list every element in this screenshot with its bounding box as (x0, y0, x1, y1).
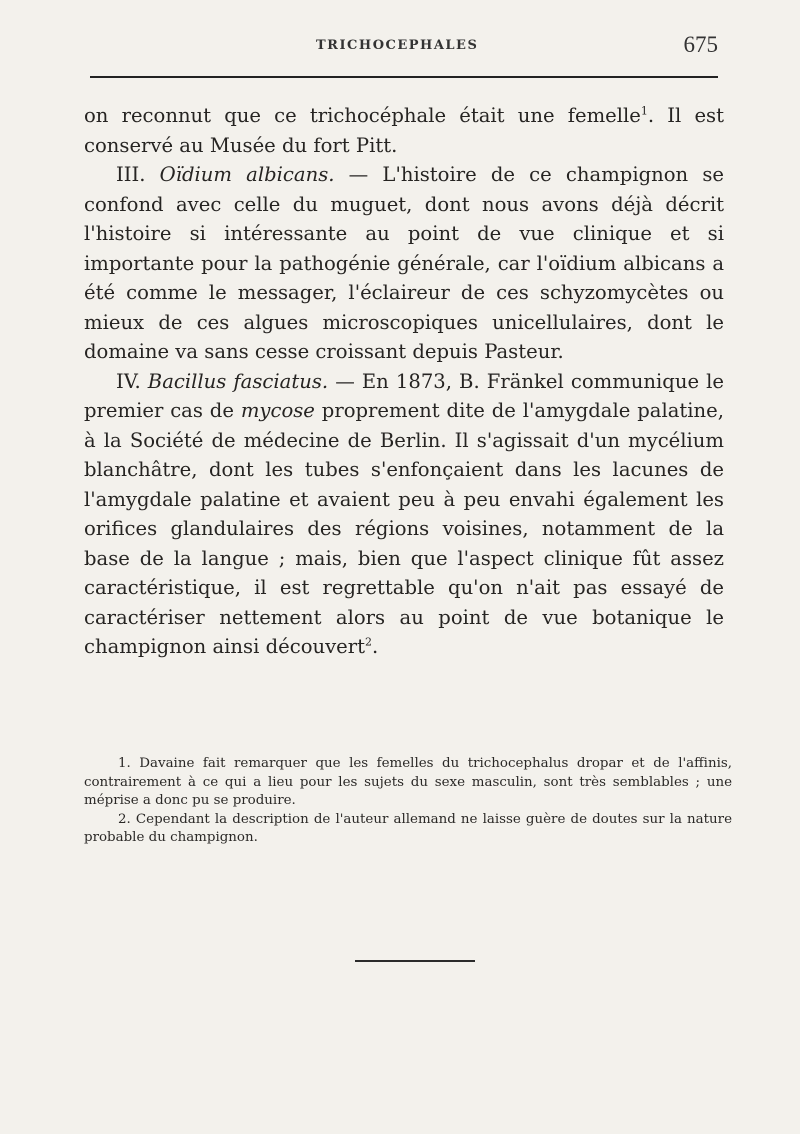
section-numeral: III. (116, 163, 146, 186)
footnote-ref: 1 (640, 104, 648, 118)
paragraph-oidium (84, 160, 724, 367)
paragraph-text: — L'histoire de ce champignon se confond avec celle du muguet, dont nous avons déjà décrit l'histoire si intéressante au point de vue clinique et si importante pour la pathogénie générale, car l'oïdium albicans a été comme le messager, l'éclaireur de ces schyzomycètes ou mieux de ces algues microscopiques unicellulaires, dont le domaine va sans cesse croissant depuis Pasteur. (84, 163, 724, 363)
page-number: 675 (683, 32, 718, 57)
paragraph-bacillus (84, 367, 724, 662)
page-header (84, 28, 720, 68)
body-text (84, 101, 724, 662)
paragraph-text: — En 1873, B. Fränkel communique le premier cas de (84, 369, 724, 422)
taxon-name: Bacillus fasciatus. (147, 369, 329, 393)
paragraph-text: . (372, 635, 379, 658)
footnote-ref: 2 (365, 635, 373, 649)
footnote-2 (84, 811, 732, 848)
end-rule (355, 960, 475, 962)
paragraph-fort-pitt (84, 101, 724, 160)
running-title: TRICHOCEPHALES (316, 38, 479, 53)
footnote-1 (84, 755, 732, 811)
header-rule (90, 76, 718, 78)
paragraph-text: proprement dite de l'amygdale palatine, à la Société de médecine de Berlin. Il s'agissait d'un mycélium blanchâtre, dont les tubes s'enfonçaient dans les lacunes de l'amygdale palatine et avaient peu à peu envahi également les orifices glandulaires des régions voisines, notamment de la base de la langue ; mais, bien que l'aspect clinique fût assez caractéristique, il est regrettable qu'on n'ait pas essayé de caractériser nettement alors au point de vue botanique le champignon ainsi découvert (84, 399, 724, 658)
paragraph-text: . Il est conservé au Musée du fort Pitt. (84, 104, 724, 157)
footnote-marker: 2. (118, 811, 131, 827)
footnote-text: Davaine fait remarquer que les femelles du trichocephalus dropar et de l'affinis, contrairement à ce qui a lieu pour les sujets du sexe masculin, sont très semblables ; une méprise a donc pu se produire. (84, 756, 732, 808)
italic-term: mycose (240, 399, 315, 422)
paragraph-text: on reconnut que ce trichocéphale était une femelle (84, 104, 641, 127)
footnote-text: Cependant la description de l'auteur allemand ne laisse guère de doutes sur la nature probable du champignon. (84, 811, 732, 845)
taxon-name: Oïdium albicans. (159, 163, 335, 186)
footnotes (84, 755, 732, 848)
section-numeral: IV. (116, 369, 141, 393)
footnote-marker: 1. (118, 756, 131, 771)
